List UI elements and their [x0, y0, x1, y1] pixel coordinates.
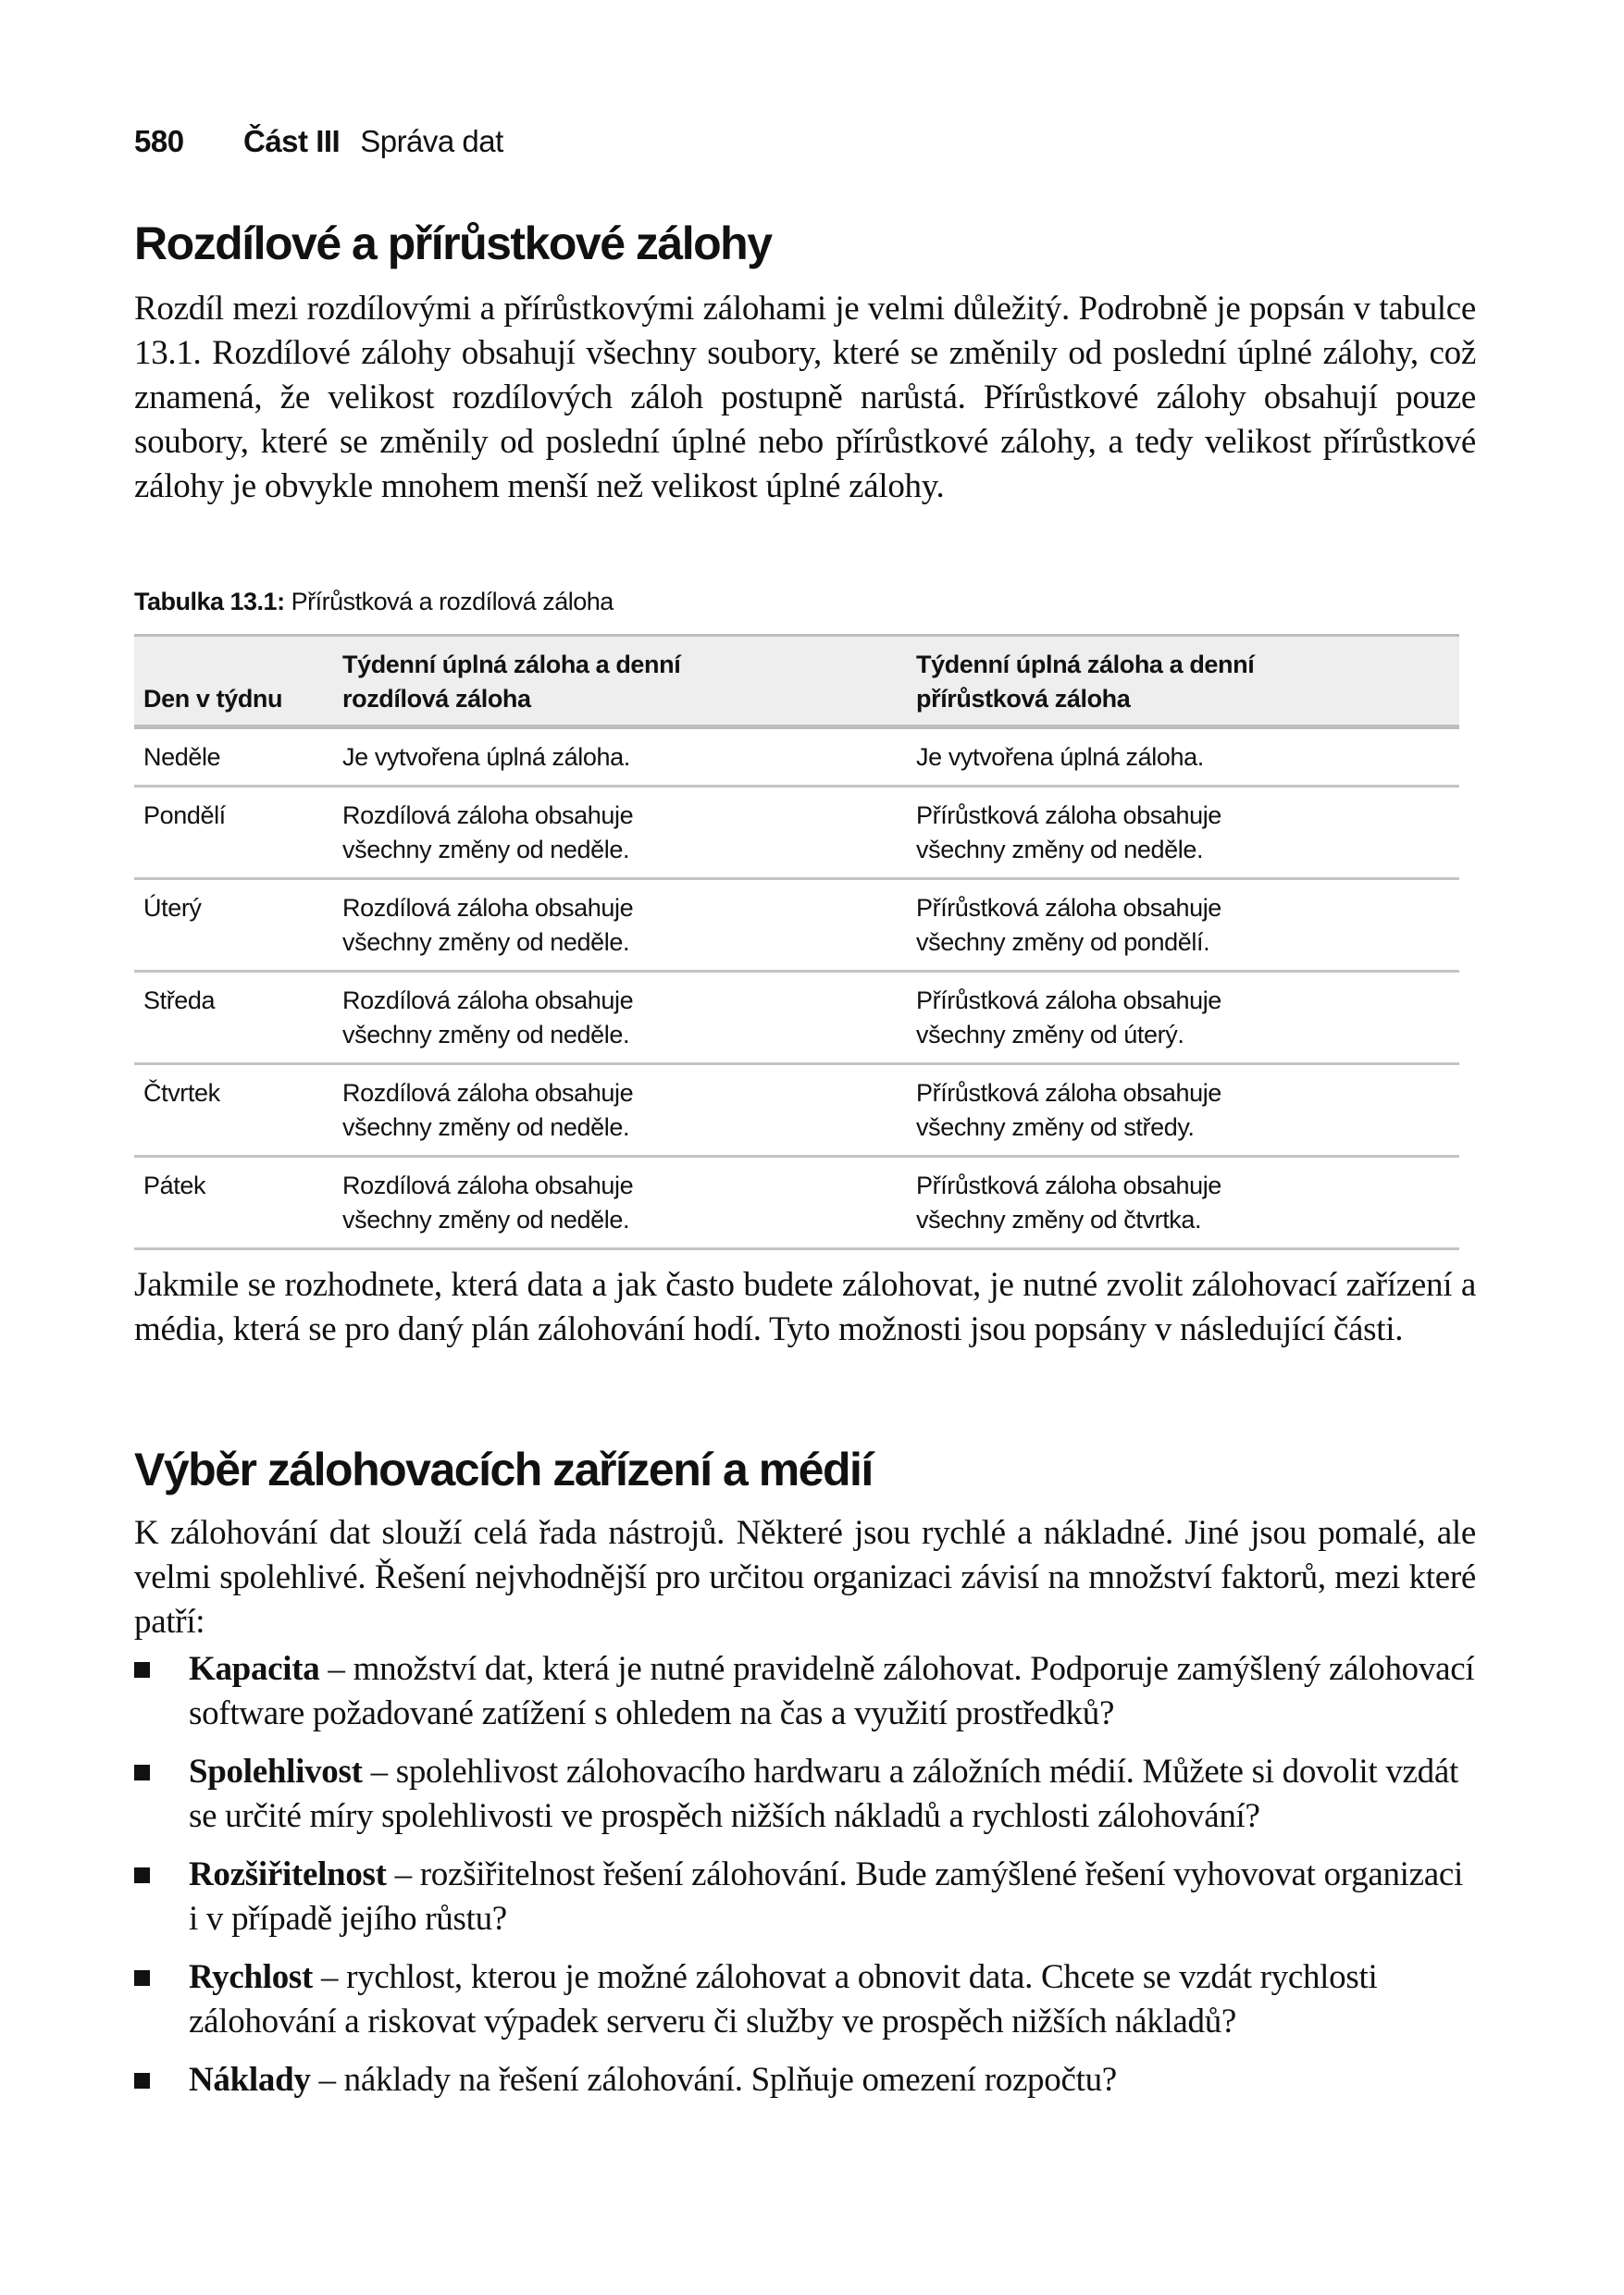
devices-intro-paragraph: K zálohování dat slouží celá řada nástrojů. Některé jsou rychlé a nákladné. Jiné jsou pomalé, ale velmi spolehlivé. Řešení nejvhodnější pro určitou organizaci závisí na množství faktorů, mezi které patří:: [134, 1514, 1476, 1641]
factor-description: – množství dat, která je nutné pravidelně zálohovat. Podporuje zamýšlený zálohovací software požadované zatížení s ohledem na čas a využití prostředků?: [189, 1650, 1475, 1732]
backup-comparison-table: [134, 634, 1459, 1250]
table-row: [134, 1064, 1459, 1157]
cell-incremental: Je vytvořena úplná záloha.: [916, 743, 1204, 771]
list-item: [134, 1853, 1476, 1941]
table-caption-label: Tabulka 13.1:: [134, 588, 285, 615]
cell-differential: Je vytvořena úplná záloha.: [342, 743, 630, 771]
table-row: [134, 727, 1459, 787]
cell-day: Úterý: [143, 894, 202, 922]
square-bullet-icon: [134, 1662, 150, 1678]
table-row: [134, 879, 1459, 972]
table-row: [134, 787, 1459, 879]
intro-paragraph: Rozdíl mezi rozdílovými a přírůstkovými zálohami je velmi důležitý. Podrobně je popsán v tabulce 13.1. Rozdílové zálohy obsahují všechny soubory, které se změnily od poslední úplné zálohy, což znamená, že velikost rozdílových záloh postupně narůstá. Přírůstkové zálohy obsahují pouze soubory, které se změnily od poslední úplné nebo přírůstkové zálohy, a tedy velikost přírůstkové zálohy je obvykle mnohem menší než velikost úplné zálohy.: [134, 290, 1476, 505]
square-bullet-icon: [134, 1970, 150, 1986]
section-heading-differential-incremental: Rozdílové a přírůstkové zálohy: [134, 217, 772, 269]
factor-term: Kapacita: [189, 1650, 320, 1688]
factor-description: – náklady na řešení zálohování. Splňuje omezení rozpočtu?: [310, 2061, 1117, 2099]
page-number: 580: [134, 124, 184, 158]
header-incremental: Týdenní úplná záloha a denní přírůstková záloha: [916, 651, 1255, 713]
after-table-paragraph: Jakmile se rozhodnete, která data a jak často budete zálohovat, je nutné zvolit zálohovací zařízení a média, která se pro daný plán zálohování hodí. Tyto možnosti jsou popsány v následující části.: [134, 1266, 1476, 1348]
factor-term: Rychlost: [189, 1958, 314, 1996]
cell-day: Neděle: [143, 743, 221, 771]
part-title: Část III: [243, 124, 341, 158]
chapter-title: Správa dat: [360, 124, 503, 158]
square-bullet-icon: [134, 1765, 150, 1780]
factors-list: [134, 1647, 1476, 2116]
cell-day: Středa: [143, 986, 216, 1014]
factor-term: Náklady: [189, 2061, 311, 2099]
square-bullet-icon: [134, 1867, 150, 1883]
cell-incremental: Přírůstková záloha obsahuje všechny změny od úterý.: [916, 986, 1221, 1048]
cell-differential: Rozdílová záloha obsahuje všechny změny od neděle.: [342, 894, 634, 956]
factor-description: – rychlost, kterou je možné zálohovat a obnovit data. Chcete se vzdát rychlosti zálohování a riskovat výpadek serveru či služby ve prospěch nižších nákladů?: [189, 1958, 1378, 2041]
cell-incremental: Přírůstková záloha obsahuje všechny změny od středy.: [916, 1079, 1221, 1141]
cell-differential: Rozdílová záloha obsahuje všechny změny od neděle.: [342, 1172, 634, 1234]
factor-description: – spolehlivost zálohovacího hardwaru a záložních médií. Můžete si dovolit vzdát se určité míry spolehlivosti ve prospěch nižších nákladů a rychlosti zálohování?: [189, 1753, 1458, 1835]
cell-day: Čtvrtek: [143, 1079, 220, 1107]
header-day: Den v týdnu: [143, 685, 283, 713]
factor-description: – rozšiřitelnost řešení zálohování. Bude zamýšlené řešení vyhovovat organizaci i v případě jejího růstu?: [189, 1855, 1464, 1938]
table-caption: [134, 586, 614, 617]
table-row: [134, 1157, 1459, 1249]
cell-differential: Rozdílová záloha obsahuje všechny změny od neděle.: [342, 1079, 634, 1141]
cell-incremental: Přírůstková záloha obsahuje všechny změny od neděle.: [916, 801, 1221, 863]
running-header: [134, 123, 503, 160]
cell-differential: Rozdílová záloha obsahuje všechny změny od neděle.: [342, 801, 634, 863]
factor-term: Spolehlivost: [189, 1753, 363, 1791]
list-item: [134, 2058, 1476, 2103]
cell-day: Pondělí: [143, 801, 226, 829]
cell-day: Pátek: [143, 1172, 206, 1199]
list-item: [134, 1647, 1476, 1736]
cell-differential: Rozdílová záloha obsahuje všechny změny od neděle.: [342, 986, 634, 1048]
list-item: [134, 1750, 1476, 1839]
square-bullet-icon: [134, 2073, 150, 2089]
table-header-row: [134, 636, 1459, 727]
list-item: [134, 1955, 1476, 2044]
table-caption-text: Přírůstková a rozdílová záloha: [284, 588, 614, 615]
cell-incremental: Přírůstková záloha obsahuje všechny změny od čtvrtka.: [916, 1172, 1221, 1234]
cell-incremental: Přírůstková záloha obsahuje všechny změny od pondělí.: [916, 894, 1221, 956]
header-differential: Týdenní úplná záloha a denní rozdílová záloha: [342, 651, 681, 713]
factor-term: Rozšiřitelnost: [189, 1855, 387, 1893]
table-row: [134, 972, 1459, 1064]
section-heading-devices-media: Výběr zálohovacích zařízení a médií: [134, 1444, 873, 1495]
